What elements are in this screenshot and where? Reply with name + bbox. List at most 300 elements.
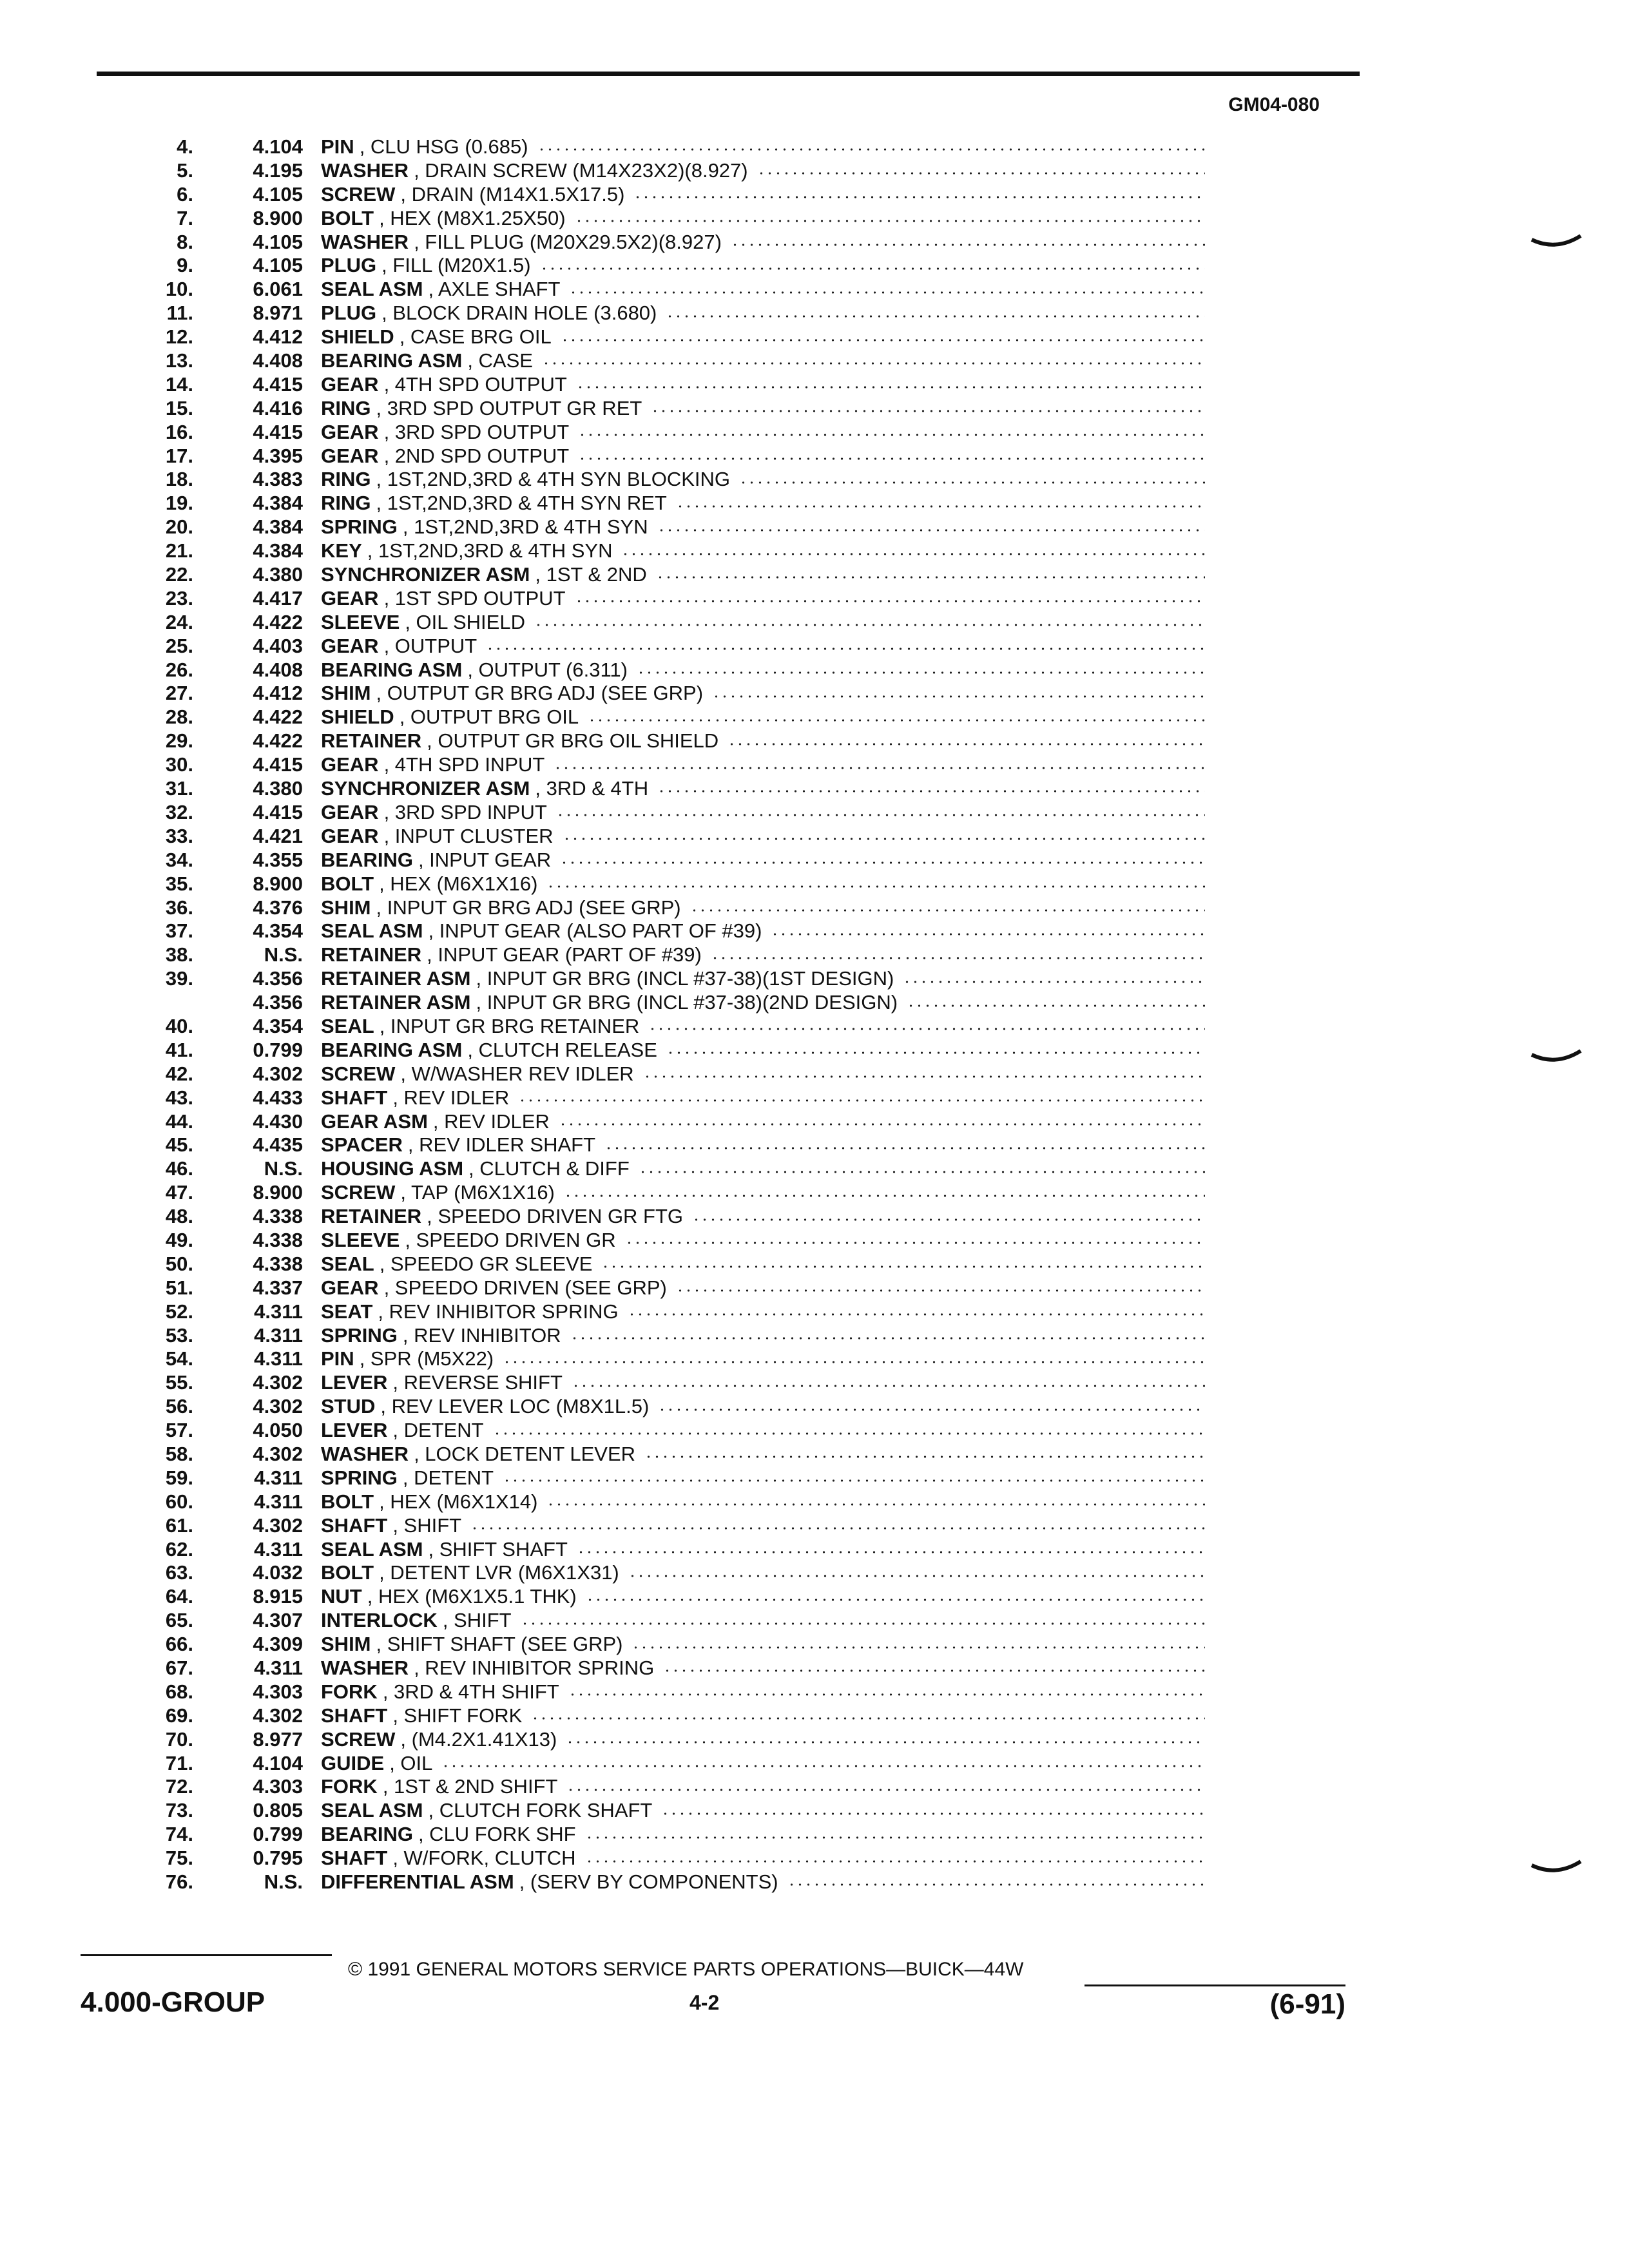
group-number: 4.105 <box>253 182 303 206</box>
item-number: 74. <box>165 1823 193 1846</box>
parts-row <box>135 706 1205 729</box>
item-number: 44. <box>165 1110 193 1133</box>
part-name: SEAL <box>321 1014 374 1037</box>
dot-leader <box>712 695 1205 698</box>
item-number: 42. <box>165 1062 193 1085</box>
item-number: 7. <box>177 206 193 229</box>
part-description: , BLOCK DRAIN HOLE (3.680) <box>381 302 657 325</box>
binder-tick-mark <box>1530 233 1582 253</box>
part-name: SEAT <box>321 1300 373 1323</box>
item-number: 59. <box>165 1466 193 1489</box>
part-name: RETAINER ASM <box>321 991 471 1014</box>
group-number: 4.302 <box>253 1371 303 1394</box>
part-description: , OUTPUT BRG OIL <box>399 706 579 729</box>
parts-row <box>135 896 1205 920</box>
part-name: BEARING <box>321 1823 413 1846</box>
part-name: PIN <box>321 135 354 158</box>
dot-leader <box>633 196 1205 198</box>
group-number: 4.311 <box>254 1537 303 1561</box>
group-number: 4.303 <box>253 1680 303 1703</box>
part-name: SPACER <box>321 1133 403 1157</box>
item-number: 68. <box>165 1680 193 1703</box>
part-name: GEAR <box>321 444 379 467</box>
group-number: 4.415 <box>253 753 303 776</box>
group-number: 0.799 <box>253 1823 303 1846</box>
parts-row <box>135 1300 1205 1324</box>
part-description: , 1ST SPD OUTPUT <box>383 586 566 610</box>
part-description: , AXLE SHAFT <box>428 278 561 301</box>
item-number: 18. <box>165 468 193 491</box>
dot-leader <box>692 1218 1205 1221</box>
parts-row <box>135 1181 1205 1205</box>
part-description: , CLU HSG (0.685) <box>359 135 528 158</box>
dot-leader <box>644 1456 1205 1458</box>
part-description: , SHIFT SHAFT (SEE GRP) <box>376 1633 623 1656</box>
part-name: KEY <box>321 539 362 562</box>
part-description: , SHIFT <box>392 1514 462 1537</box>
parts-row <box>135 682 1205 706</box>
part-description: , W/FORK, CLUTCH <box>392 1847 576 1870</box>
dot-leader <box>534 624 1205 626</box>
item-number: 70. <box>165 1727 193 1751</box>
part-description: , OIL <box>389 1751 433 1774</box>
part-name: GEAR <box>321 800 379 823</box>
group-number: 4.380 <box>253 777 303 800</box>
copyright-notice: © 1991 GENERAL MOTORS SERVICE PARTS OPERATIONS—BUICK—44W <box>348 1959 1024 1980</box>
parts-row <box>135 1324 1205 1348</box>
dot-leader <box>441 1765 1205 1767</box>
item-number: 38. <box>165 943 193 966</box>
parts-row <box>135 1752 1205 1776</box>
binder-tick-mark <box>1530 1859 1582 1878</box>
group-number: 4.311 <box>254 1347 303 1370</box>
group-number: 4.032 <box>253 1561 303 1584</box>
item-number: 39. <box>165 967 193 990</box>
parts-row <box>135 1276 1205 1300</box>
dot-leader <box>731 244 1205 246</box>
item-number: 21. <box>165 539 193 562</box>
part-description: , 2ND SPD OUTPUT <box>383 444 570 467</box>
part-description: , 3RD SPD OUTPUT GR RET <box>376 396 642 419</box>
dot-leader <box>739 481 1205 484</box>
item-number: 71. <box>165 1751 193 1774</box>
part-name: SYNCHRONIZER ASM <box>321 563 530 586</box>
parts-row <box>135 135 1205 159</box>
parts-row <box>135 587 1205 611</box>
item-number: 61. <box>165 1514 193 1537</box>
part-name: FORK <box>321 1680 378 1703</box>
part-name: SHIM <box>321 1633 371 1656</box>
group-number: 4.307 <box>253 1609 303 1632</box>
parts-row <box>135 1395 1205 1419</box>
part-description: , 4TH SPD INPUT <box>383 753 545 776</box>
part-name: RING <box>321 468 371 491</box>
part-description: , OUTPUT GR BRG OIL SHIELD <box>427 729 719 753</box>
group-number: 4.384 <box>253 539 303 562</box>
parts-row <box>135 1490 1205 1514</box>
parts-list <box>135 135 1205 1894</box>
part-name: LEVER <box>321 1371 388 1394</box>
item-number: 23. <box>165 586 193 610</box>
parts-row <box>135 1870 1205 1894</box>
part-name: WASHER <box>321 1442 409 1465</box>
item-number: 56. <box>165 1395 193 1418</box>
dot-leader <box>625 1242 1205 1244</box>
part-name: DIFFERENTIAL ASM <box>321 1870 514 1894</box>
group-number: 4.338 <box>253 1205 303 1228</box>
part-name: GEAR <box>321 420 379 443</box>
parts-row <box>135 967 1205 991</box>
part-description: , FILL PLUG (M20X29.5X2)(8.927) <box>414 230 722 253</box>
item-number: 28. <box>165 706 193 729</box>
group-number: 0.805 <box>253 1799 303 1822</box>
parts-row <box>135 183 1205 207</box>
item-number: 58. <box>165 1442 193 1465</box>
item-number: 51. <box>165 1276 193 1299</box>
parts-row <box>135 1347 1205 1371</box>
parts-row <box>135 159 1205 183</box>
part-name: RING <box>321 492 371 515</box>
group-number: 4.417 <box>253 586 303 610</box>
part-description: , TAP (M6X1X16) <box>400 1181 555 1204</box>
dot-leader <box>676 505 1205 508</box>
parts-row <box>135 1847 1205 1870</box>
parts-row <box>135 1466 1205 1490</box>
dot-leader <box>604 1147 1205 1149</box>
parts-row <box>135 849 1205 872</box>
part-description: , SPR (M5X22) <box>359 1347 494 1370</box>
parts-row <box>135 1133 1205 1157</box>
part-description: , SHIFT <box>442 1609 512 1632</box>
part-name: PLUG <box>321 254 377 277</box>
binder-tick-mark <box>1530 1048 1582 1068</box>
parts-row <box>135 825 1205 849</box>
group-number: 4.408 <box>253 658 303 681</box>
item-number: 53. <box>165 1323 193 1347</box>
dot-leader <box>546 885 1205 888</box>
dot-leader <box>601 1265 1205 1268</box>
part-name: SHAFT <box>321 1847 388 1870</box>
item-number: 63. <box>165 1561 193 1584</box>
parts-row <box>135 753 1205 777</box>
group-number: 4.311 <box>254 1490 303 1513</box>
part-name: INTERLOCK <box>321 1609 438 1632</box>
part-description: , FILL (M20X1.5) <box>381 254 531 277</box>
parts-row <box>135 1680 1205 1704</box>
dot-leader <box>657 790 1205 793</box>
part-description: , REV LEVER LOC (M8X1L.5) <box>380 1395 650 1418</box>
item-number: 13. <box>165 349 193 372</box>
footer-rule <box>1084 1984 1345 1986</box>
dot-leader <box>656 576 1205 579</box>
parts-row <box>135 373 1205 397</box>
group-number: 4.354 <box>253 1014 303 1037</box>
dot-leader <box>651 410 1205 412</box>
part-name: BOLT <box>321 872 374 895</box>
parts-row <box>135 421 1205 445</box>
part-description: , REV INHIBITOR SPRING <box>378 1300 619 1323</box>
part-description: , CLUTCH & DIFF <box>468 1157 630 1180</box>
group-number: N.S. <box>264 943 303 966</box>
parts-row <box>135 1799 1205 1823</box>
parts-row <box>135 1514 1205 1538</box>
part-name: GUIDE <box>321 1751 385 1774</box>
part-name: BOLT <box>321 1561 374 1584</box>
part-description: , DETENT <box>402 1466 494 1489</box>
page-code: GM04-080 <box>1228 94 1320 115</box>
dot-leader <box>576 386 1205 389</box>
group-number: 8.915 <box>253 1585 303 1608</box>
group-number: 4.430 <box>253 1110 303 1133</box>
part-name: BEARING ASM <box>321 658 463 681</box>
part-description: , CLUTCH FORK SHAFT <box>428 1799 653 1822</box>
item-number: 19. <box>165 492 193 515</box>
item-number: 17. <box>165 444 193 467</box>
part-description: , CLU FORK SHF <box>418 1823 576 1846</box>
dot-leader <box>903 981 1205 983</box>
item-number: 29. <box>165 729 193 753</box>
part-description: , INPUT GR BRG ADJ (SEE GRP) <box>376 896 681 919</box>
group-number: 4.302 <box>253 1062 303 1085</box>
parts-row <box>135 1229 1205 1253</box>
dot-leader <box>728 743 1205 745</box>
group-number: 6.061 <box>253 278 303 301</box>
item-number: 6. <box>177 182 193 206</box>
group-number: 4.384 <box>253 492 303 515</box>
group-number: 4.303 <box>253 1775 303 1798</box>
parts-row <box>135 872 1205 896</box>
dot-leader <box>578 457 1205 460</box>
part-name: GEAR ASM <box>321 1110 428 1133</box>
part-description: , 1ST,2ND,3RD & 4TH SYN <box>367 539 613 562</box>
group-number: 4.354 <box>253 919 303 943</box>
part-description: , 3RD SPD OUTPUT <box>383 420 570 443</box>
group-number: 8.900 <box>253 872 303 895</box>
part-name: GEAR <box>321 372 379 396</box>
part-description: , 3RD & 4TH <box>535 777 649 800</box>
item-number: 66. <box>165 1633 193 1656</box>
parts-row <box>135 1110 1205 1134</box>
part-name: SEAL <box>321 1252 374 1275</box>
parts-row <box>135 1015 1205 1039</box>
item-number: 34. <box>165 848 193 871</box>
dot-leader <box>572 1385 1205 1387</box>
revision-date: (6-91) <box>1269 1988 1345 2020</box>
item-number: 75. <box>165 1847 193 1870</box>
part-name: SPRING <box>321 1323 398 1347</box>
part-name: BOLT <box>321 1490 374 1513</box>
part-name: SHAFT <box>321 1514 388 1537</box>
part-name: RETAINER <box>321 729 422 753</box>
group-number: N.S. <box>264 1870 303 1894</box>
item-number: 46. <box>165 1157 193 1180</box>
parts-row <box>135 1039 1205 1062</box>
group-number: 4.338 <box>253 1252 303 1275</box>
group-number: 4.433 <box>253 1086 303 1109</box>
group-number: 4.302 <box>253 1395 303 1418</box>
item-number: 26. <box>165 658 193 681</box>
group-number: 4.338 <box>253 1228 303 1251</box>
parts-row <box>135 658 1205 682</box>
parts-row <box>135 1775 1205 1799</box>
part-description: , (M4.2X1.41X13) <box>400 1727 557 1751</box>
dot-leader <box>540 267 1205 270</box>
dot-leader <box>569 291 1205 294</box>
part-description: , SPEEDO GR SLEEVE <box>379 1252 593 1275</box>
dot-leader <box>628 1575 1205 1577</box>
group-number: 4.356 <box>253 967 303 990</box>
part-name: SLEEVE <box>321 610 400 633</box>
item-number: 25. <box>165 634 193 657</box>
group-number: 4.355 <box>253 848 303 871</box>
dot-leader <box>518 1099 1205 1102</box>
part-name: BEARING <box>321 848 413 871</box>
item-number: 76. <box>165 1870 193 1894</box>
item-number: 62. <box>165 1537 193 1561</box>
dot-leader <box>637 671 1205 674</box>
part-description: , 4TH SPD OUTPUT <box>383 372 567 396</box>
dot-leader <box>639 1171 1205 1173</box>
dot-leader <box>563 838 1205 840</box>
dot-leader <box>537 148 1205 151</box>
group-number: 4.311 <box>254 1657 303 1679</box>
dot-leader <box>566 1789 1205 1791</box>
group-number: 4.395 <box>253 444 303 467</box>
dot-leader <box>564 1195 1205 1197</box>
dot-leader <box>907 1004 1205 1007</box>
dot-leader <box>661 1812 1205 1815</box>
parts-row <box>135 801 1205 825</box>
part-description: , CASE <box>467 349 533 372</box>
parts-row <box>135 231 1205 255</box>
dot-leader <box>648 1028 1205 1030</box>
group-number: 0.795 <box>253 1847 303 1870</box>
group-number: 4.422 <box>253 729 303 753</box>
group-number: 4.337 <box>253 1276 303 1299</box>
part-description: , 1ST,2ND,3RD & 4TH SYN RET <box>376 492 667 515</box>
part-description: , INPUT GR BRG (INCL #37-38)(2ND DESIGN) <box>476 991 898 1014</box>
part-description: , 1ST & 2ND <box>535 563 647 586</box>
part-description: , 3RD & 4TH SHIFT <box>382 1680 559 1703</box>
item-number: 5. <box>177 159 193 182</box>
item-number: 55. <box>165 1371 193 1394</box>
item-number: 40. <box>165 1014 193 1037</box>
item-number: 65. <box>165 1609 193 1632</box>
dot-leader <box>568 1693 1205 1696</box>
part-name: RING <box>321 396 371 419</box>
group-number: 4.384 <box>253 515 303 539</box>
dot-leader <box>658 1408 1205 1411</box>
parts-row <box>135 729 1205 753</box>
dot-leader <box>521 1622 1205 1625</box>
dot-leader <box>503 1361 1205 1363</box>
group-number: 4.311 <box>254 1466 303 1489</box>
dot-leader <box>560 861 1205 864</box>
part-name: NUT <box>321 1585 362 1608</box>
parts-row <box>135 468 1205 492</box>
part-description: , SPEEDO DRIVEN (SEE GRP) <box>383 1276 667 1299</box>
item-number: 43. <box>165 1086 193 1109</box>
group-number: 4.408 <box>253 349 303 372</box>
dot-leader <box>588 719 1205 722</box>
dot-leader <box>628 1313 1205 1316</box>
dot-leader <box>546 1503 1205 1506</box>
dot-leader <box>631 1646 1205 1649</box>
part-description: , REV INHIBITOR SPRING <box>414 1657 655 1679</box>
group-number: 0.799 <box>253 1038 303 1061</box>
dot-leader <box>503 1479 1205 1482</box>
item-number: 22. <box>165 563 193 586</box>
item-number: 35. <box>165 872 193 895</box>
part-name: PIN <box>321 1347 354 1370</box>
page-number: 4-2 <box>689 1991 720 2014</box>
part-name: BEARING ASM <box>321 349 463 372</box>
item-number: 72. <box>165 1775 193 1798</box>
part-name: SPRING <box>321 1466 398 1489</box>
dot-leader <box>554 767 1205 769</box>
part-name: SLEEVE <box>321 1228 400 1251</box>
item-number: 31. <box>165 777 193 800</box>
parts-row <box>135 1419 1205 1443</box>
parts-row <box>135 515 1205 539</box>
item-number: 60. <box>165 1490 193 1513</box>
part-description: , INPUT GEAR (ALSO PART OF #39) <box>428 919 762 943</box>
dot-leader <box>621 553 1205 555</box>
group-number: 4.376 <box>253 896 303 919</box>
parts-row <box>135 1062 1205 1086</box>
part-description: , 1ST,2ND,3RD & 4TH SYN BLOCKING <box>376 468 731 491</box>
dot-leader <box>676 1289 1205 1292</box>
part-name: SPRING <box>321 515 398 539</box>
part-description: , SHIFT FORK <box>392 1704 523 1727</box>
dot-leader <box>711 957 1205 959</box>
item-number: 41. <box>165 1038 193 1061</box>
parts-row <box>135 1823 1205 1847</box>
group-number: 4.421 <box>253 824 303 847</box>
part-description: , CASE BRG OIL <box>399 325 552 349</box>
dot-leader <box>566 1741 1205 1744</box>
group-number: 8.971 <box>253 302 303 325</box>
part-description: , W/WASHER REV IDLER <box>400 1062 634 1085</box>
item-number: 50. <box>165 1252 193 1275</box>
part-description: , HEX (M6X1X14) <box>379 1490 538 1513</box>
dot-leader <box>643 1075 1205 1078</box>
group-number: 4.309 <box>253 1633 303 1656</box>
item-number: 27. <box>165 682 193 705</box>
parts-row <box>135 1633 1205 1657</box>
parts-row <box>135 397 1205 421</box>
dot-leader <box>559 1123 1205 1126</box>
dot-leader <box>787 1883 1205 1886</box>
dot-leader <box>493 1432 1205 1435</box>
group-number: 4.380 <box>253 563 303 586</box>
part-description: , CLUTCH RELEASE <box>467 1038 657 1061</box>
part-name: GEAR <box>321 1276 379 1299</box>
group-number: 4.302 <box>253 1704 303 1727</box>
part-name: SCREW <box>321 1181 396 1204</box>
part-name: SHIM <box>321 896 371 919</box>
part-name: SEAL ASM <box>321 278 423 301</box>
part-description: , HEX (M6X1X16) <box>379 872 538 895</box>
group-number: 4.302 <box>253 1442 303 1465</box>
parts-row <box>135 325 1205 349</box>
item-number: 37. <box>165 919 193 943</box>
item-number: 64. <box>165 1585 193 1608</box>
part-description: , SHIFT SHAFT <box>428 1537 568 1561</box>
item-number: 36. <box>165 896 193 919</box>
part-name: SCREW <box>321 182 396 206</box>
group-number: 4.415 <box>253 800 303 823</box>
